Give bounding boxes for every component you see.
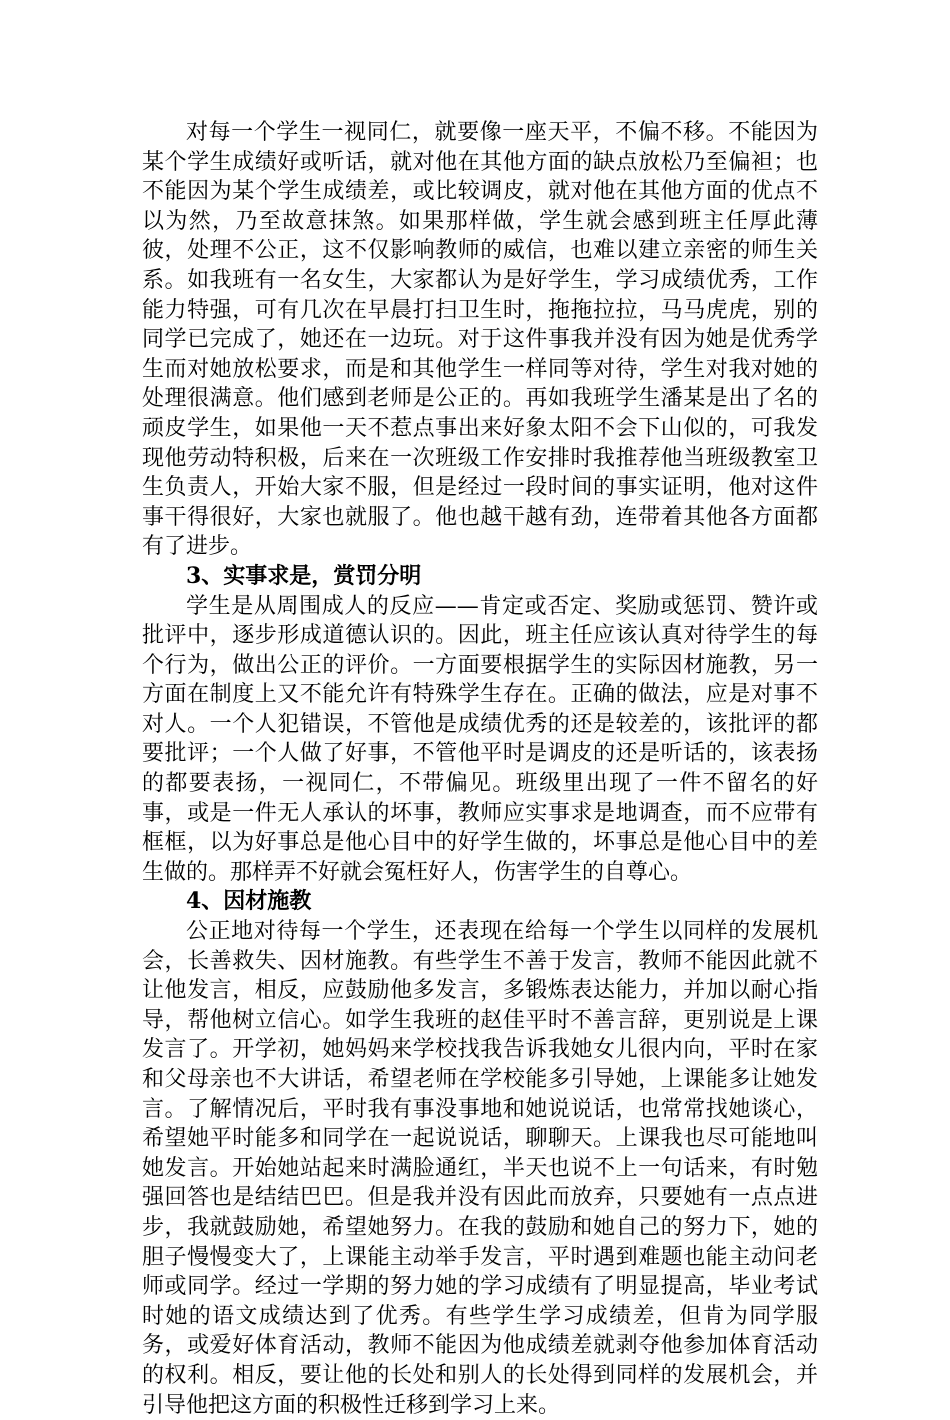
paragraph-individualized-teaching: 公正地对待每一个学生，还表现在给每一个学生以同样的发展机会，长善救失、因材施教。有些学生不善于发言，教师不能因此就不让他发言，相反，应鼓励他多发言，多锻炼表达能力，并加以耐心指导，帮他树立信心。如学生我班的赵佳平时不善言辞，更别说是上课发言了。开学初，她妈妈来学校找我告诉我她女儿很内向，平时在家和父母亲也不大讲话，希望老师在学校能多引导她，上课能多让她发言。了解情况后，平时我有事没事地和她说说话，也常常找她谈心，希望她平时能多和同学在一起说说话，聊聊天。上课我也尽可能地叫她发言。开始她站起来时满脸通红，半天也说不上一句话来，有时勉强回答也是结结巴巴。但是我并没有因此而放弃，只要她有一点点进步，我就鼓励她，希望她努力。在我的鼓励和她自己的努力下，她的胆子慢慢变大了，上课能主动举手发言，平时遇到难题也能主动问老师或同学。经过一学期的努力她的学习成绩有了明显提高，毕业考试时她的语文成绩达到了优秀。有些学生学习成绩差，但肯为同学服务，或爱好体育活动，教师不能因为他成绩差就剥夺他参加体育活动的权利。相反，要让他的长处和别人的长处得到同样的发展机会，并引导他把这方面的积极性迁移到学习上来。 <box>142 919 818 1418</box>
paragraph-equal-treatment: 对每一个学生一视同仁，就要像一座天平，不偏不移。不能因为某个学生成绩好或听话，就对他在其他方面的缺点放松乃至偏袒；也不能因为某个学生成绩差，或比较调皮，就对他在其他方面的优点不以为然，乃至故意抹煞。如果那样做，学生就会感到班主任厚此薄彼，处理不公正，这不仅影响教师的威信，也难以建立亲密的师生关系。如我班有一名女生，大家都认为是好学生，学习成绩优秀，工作能力特强，可有几次在早晨打扫卫生时，拖拖拉拉，马马虎虎，别的同学已完成了，她还在一边玩。对于这件事我并没有因为她是优秀学生而对她放松要求，而是和其他学生一样同等对待，学生对我对她的处理很满意。他们感到老师是公正的。再如我班学生潘某是出了名的顽皮学生，如果他一天不惹点事出来好象太阳不会下山似的，可我发现他劳动特积极，后来在一次班级工作安排时我推荐他当班级教室卫生负责人，开始大家不服，但是经过一段时间的事实证明，他对这件事干得很好，大家也就服了。他也越干越有劲，连带着其他各方面都有了进步。 <box>142 120 818 560</box>
section-heading-3: 3、实事求是，赏罚分明 <box>186 562 422 589</box>
document-page <box>142 118 818 1420</box>
section-heading-4: 4、因材施教 <box>186 888 312 915</box>
paragraph-fair-rewards: 学生是从周围成人的反应——肯定或否定、奖励或惩罚、赞许或批评中，逐步形成道德认识的。因此，班主任应该认真对待学生的每个行为，做出公正的评价。一方面要根据学生的实际因材施教，另一方面在制度上又不能允许有特殊学生存在。正确的做法，应是对事不对人。一个人犯错误，不管他是成绩优秀的还是较差的，该批评的都要批评；一个人做了好事，不管他平时是调皮的还是听话的，该表扬的都要表扬，一视同仁，不带偏见。班级里出现了一件不留名的好事，或是一件无人承认的坏事，教师应实事求是地调查，而不应带有框框，以为好事总是他心目中的好学生做的，坏事总是他心目中的差生做的。那样弄不好就会冤枉好人，伤害学生的自尊心。 <box>142 593 818 885</box>
